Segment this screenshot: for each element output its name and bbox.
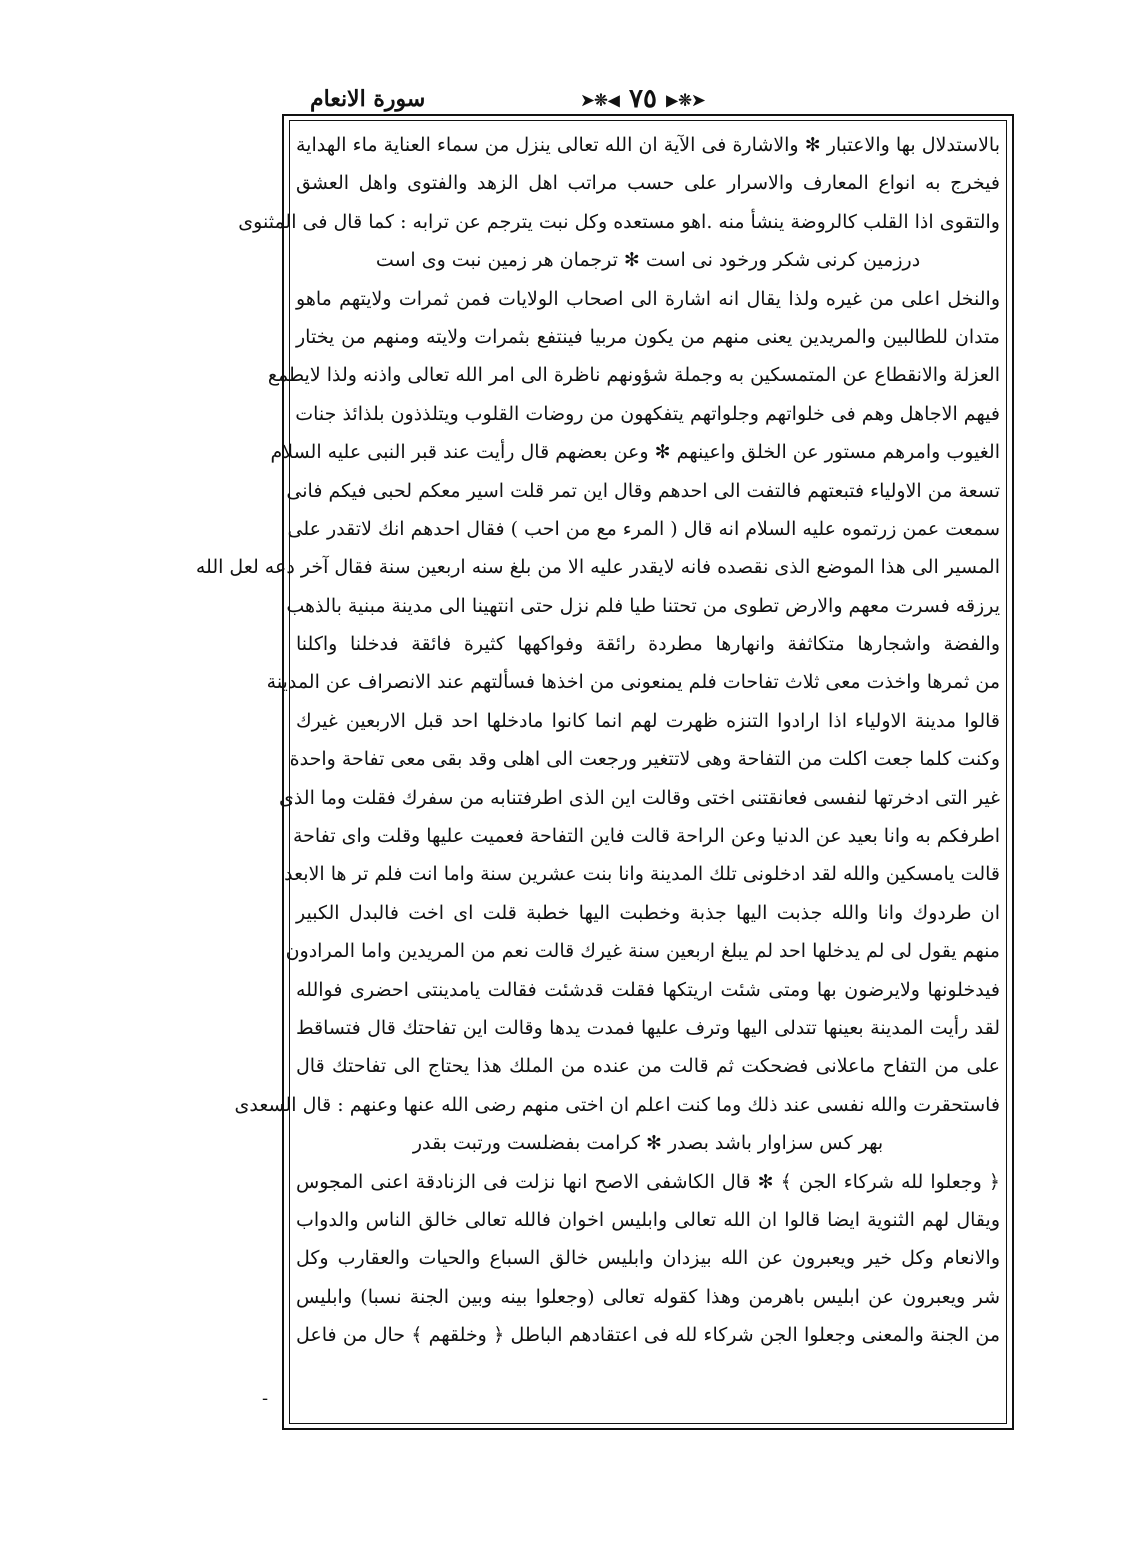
poetry-verse: بهر كس سزاوار باشد بصدر ✻ كرامت بفضلست ورتبت بقدر: [412, 1132, 884, 1155]
text-line: من الجنة والمعنى وجعلوا الجن شركاء لله فى اعتقادهم الباطل ﴿ وخلقهم ﴾ حال من فاعل: [296, 1324, 1000, 1347]
text-line: غير التى ادخرتها لنفسى فعانقتنى اختى وقالت اين الذى اطرفتنابه من سفرك فقلت وما الذى: [278, 786, 1000, 809]
left-ornament-icon: ➤❊◀: [580, 90, 620, 110]
text-line: سمعت عمن زرتموه عليه السلام انه قال ( المرء مع من احب ) فقال احدهم انك لاتقدر على: [287, 517, 1000, 540]
text-line: والانعام وكل خير ويعبرون عن الله بيزدان وابليس خالق السباع والحيات والعقارب وكل: [296, 1247, 1000, 1270]
page-number: [581, 84, 705, 114]
text-line: العزلة والانقطاع عن المتمسكين به وجملة شؤونهم ناظرة الى امر الله تعالى واذنه ولذا لايطمع: [267, 364, 1000, 387]
text-line: شر ويعبرون عن ابليس باهرمن وهذا كقوله تعالى (وجعلوا بينه وبين الجنة نسبا) وابليس: [296, 1285, 1000, 1308]
body-text: [195, 126, 1000, 1355]
text-line: فاستحقرت والله نفسى عند ذلك وما كنت اعلم ان اختى منهم رضى الله عنها وعنهم : قال السعدى: [234, 1093, 1000, 1116]
text-line: ان طردوك وانا والله جذبت اليها جذبة وخطبت اليها خطبة قلت اى اخت فالبدل الكبير: [296, 901, 1000, 924]
text-line: متدان للطالبين والمريدين يعنى منهم من يكون مربيا فينتفع بثمرات ولايته ومنهم من يختار: [296, 325, 1000, 348]
text-line: بالاستدلال بها والاعتبار ✻ والاشارة فى الآية ان الله تعالى ينزل من سماء العناية ماء الهداية: [296, 134, 1000, 156]
surah-title: سورة الانعام: [310, 86, 426, 112]
text-line: والفضة واشجارها متكاثفة وانهارها مطردة رائقة وفواكهها كثيرة فائقة فدخلنا واكلنا: [296, 633, 1000, 656]
text-line: فيدخلونها ولايرضون بها ومتى شئت اريتكها فقلت قدشئت فقالت يامدينتى احضرى فوالله: [296, 978, 1000, 1001]
poetry-verse: درزمين كرنى شكر ورخود نى است ✻ ترجمان هر زمين نبت وى است: [375, 249, 921, 272]
text-line: والنخل اعلى من غيره ولذا يقال انه اشارة الى اصحاب الولايات فمن ثمرات ولايتهم ماهو: [296, 287, 1000, 310]
text-line: منهم يقول لى لم يدخلها احد لم يبلغ اربعين سنة غيرك قالت نعم من المريدين واما المرادون: [285, 940, 1000, 963]
page-number-text: ٧٥: [629, 84, 657, 114]
margin-mark: -: [262, 1388, 269, 1409]
text-line: وكنت كلما جعت اكلت من التفاحة وهى لاتتغير ورجعت الى اهلى وقد بقى معى تفاحة واحدة: [289, 748, 1000, 771]
text-line: تسعة من الاولياء فتبعتهم فالتفت الى احدهم وقال اين تمر قلت اسير معكم لحبى فيكم فانى: [286, 479, 1000, 502]
text-line: ويقال لهم الثنوية ايضا قالوا ان الله تعالى وابليس اخوان فالله تعالى خالق الناس والدواب: [296, 1208, 1000, 1231]
text-line: اطرفكم به وانا بعيد عن الدنيا وعن الراحة قالت فاين التفاحة فعميت عليها وقلت واى تفاحة: [292, 825, 1000, 848]
text-line: على من التفاح ماعلانى فضحكت ثم قالت من عنده من الملك هذا يحتاج الى تفاحتك قال: [296, 1055, 1000, 1078]
text-line: قالت يامسكين والله لقد ادخلونى تلك المدينة وانا بنت عشرين سنة واما انت فلم تر ها الابعد: [284, 863, 1000, 886]
text-line: المسير الى هذا الموضع الذى نقصده فانه لايقدر عليه الا من بلغ سنه اربعين سنة فقال آخر دعه لعل الله: [195, 556, 1000, 579]
text-line: والتقوى اذا القلب كالروضة ينشأ منه .اهو مستعده وكل نبت يترجم عن ترابه : كما قال فى المثنوى: [238, 210, 1000, 233]
text-line: من ثمرها واخذت معى ثلاث تفاحات فلم يمنعونى من اخذها فسألتهم عند الانصراف عن المدينة: [266, 671, 1000, 694]
text-line: ﴿ وجعلوا لله شركاء الجن ﴾ ✻ قال الكاشفى الاصح انها نزلت فى الزنادقة اعنى المجوس: [296, 1170, 1000, 1193]
page-header: [284, 84, 1002, 114]
right-ornament-icon: ▶❊➤: [666, 90, 706, 110]
text-line: فيهم الاجاهل وهم فى خلواتهم وجلواتهم يتفكهون من روضات القلوب ويتلذذون بلذائذ جنات: [295, 402, 1000, 425]
text-line: يرزقه فسرت معهم والارض تطوى من تحتنا طيا فلم نزل حتى انتهينا الى مدينة مبنية بالذهب: [286, 594, 1000, 617]
text-line: فيخرج به انواع المعارف والاسرار على حسب مراتب اهل الزهد والفتوى واهل العشق: [296, 172, 1000, 195]
text-line: لقد رأيت المدينة بعينها تتدلى اليها وترف عليها فمدت يدها وقالت اين تفاحتك قال فتساقط: [296, 1016, 1000, 1039]
text-line: قالوا مدينة الاولياء اذا ارادوا التنزه ظهرت لهم انما كانوا مادخلها احد قبل الاربعين غيرك: [296, 709, 1000, 732]
text-line: الغيوب وامرهم مستور عن الخلق واعينهم ✻ وعن بعضهم قال رأيت عند قبر النبى عليه السلام: [270, 441, 1000, 464]
